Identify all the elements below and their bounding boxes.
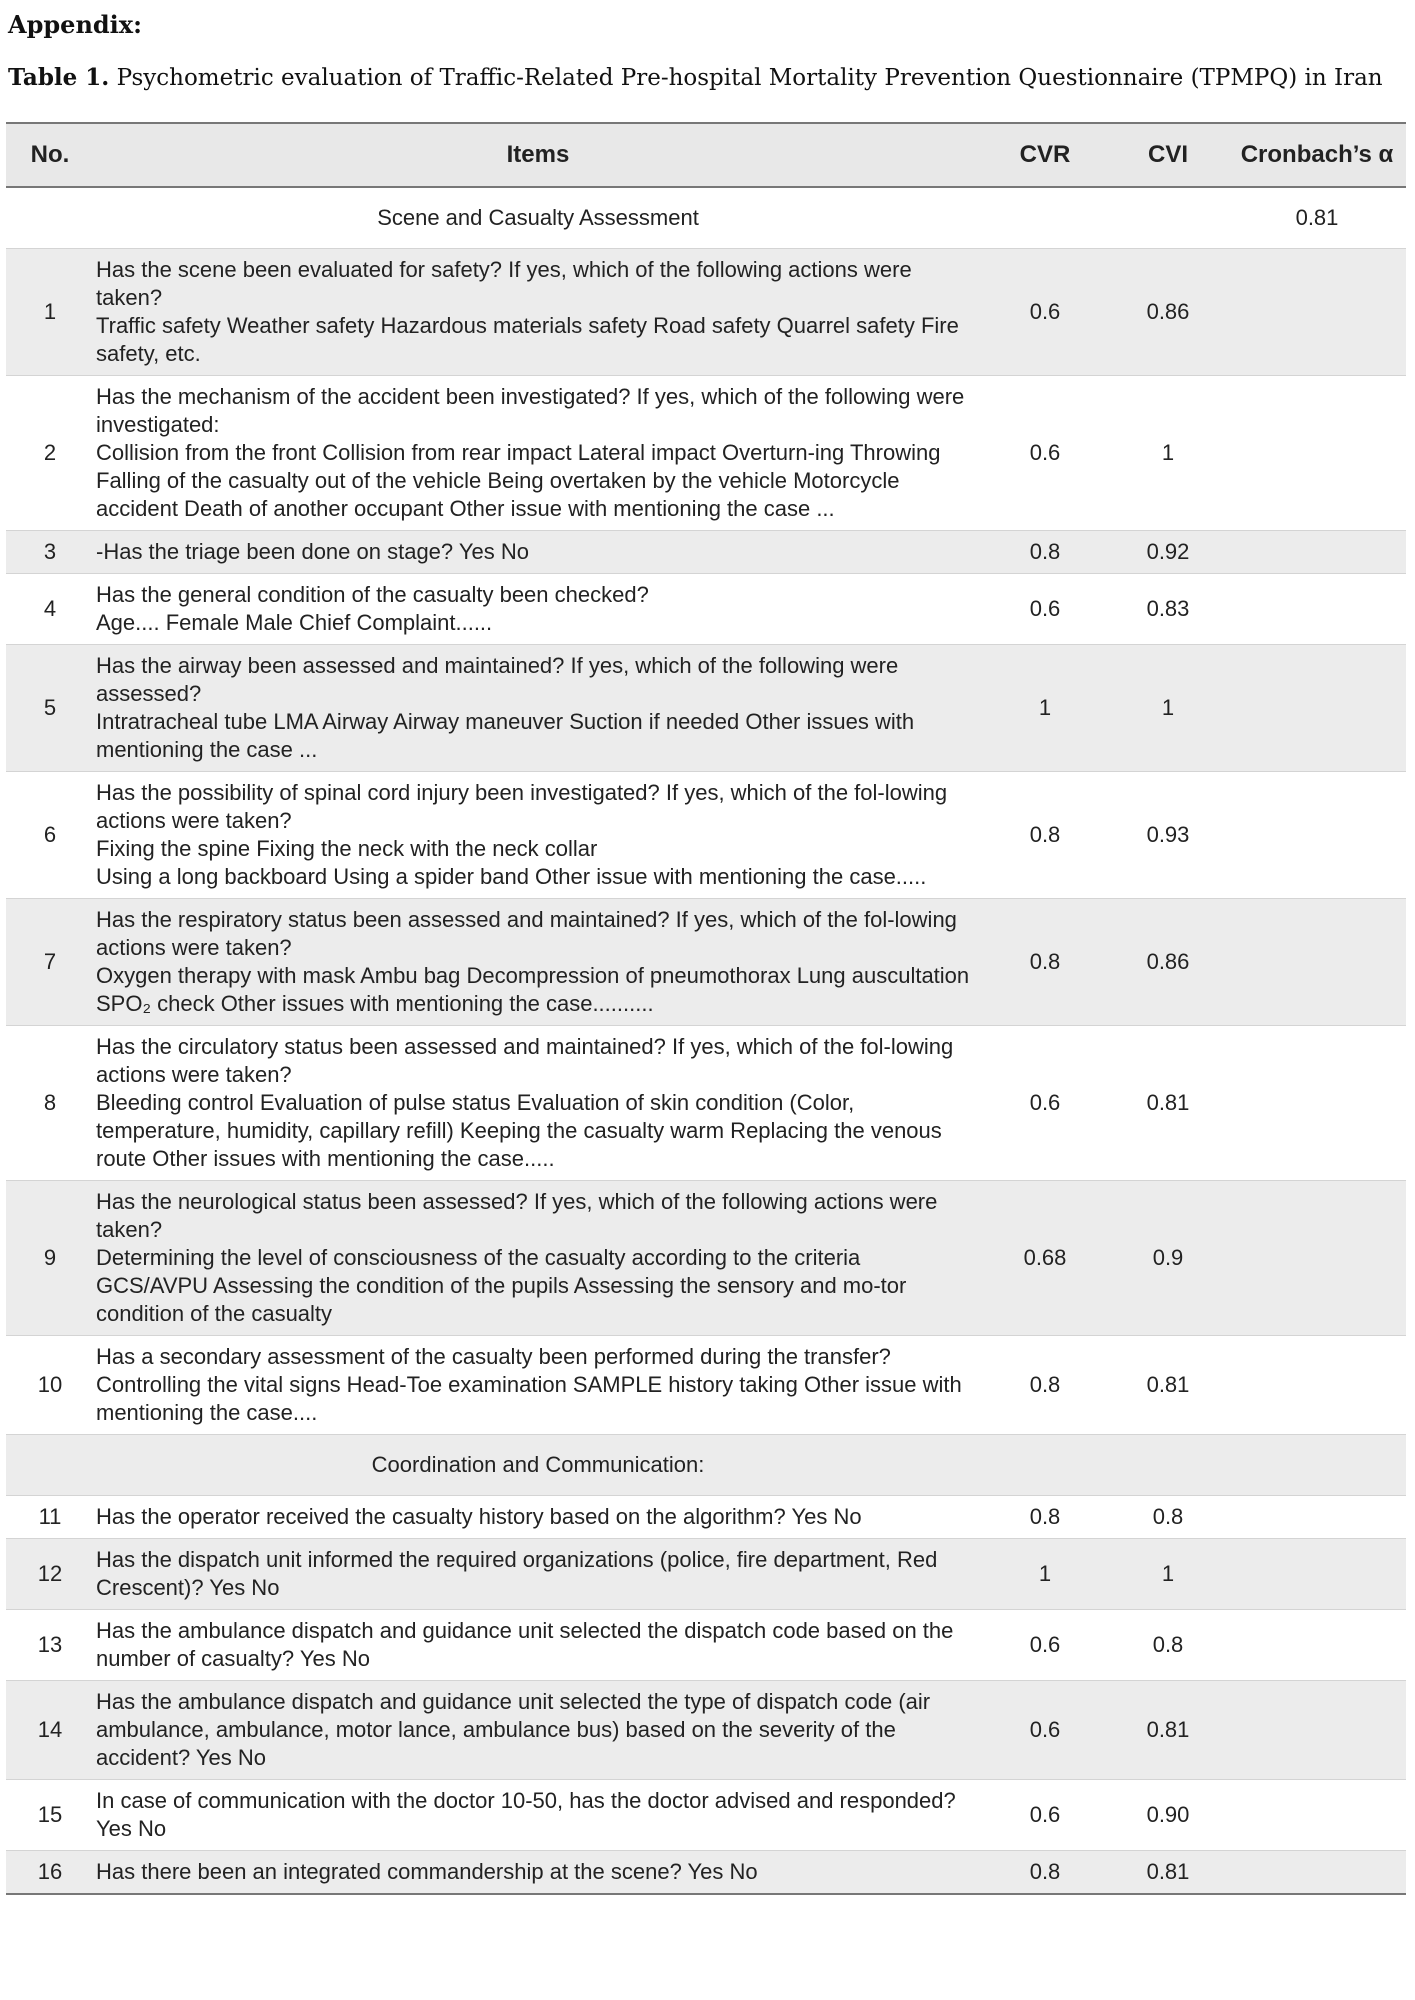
cell-item: Has the dispatch unit informed the required organizations (police, fire department, Red Crescent)? Yes No: [96, 1547, 938, 1600]
cell-cronbach-alpha: [1228, 574, 1406, 645]
table-row: [6, 645, 1406, 772]
section-title: Coordination and Communication:: [371, 1452, 705, 1477]
cell-cvi: 0.8: [1152, 1632, 1184, 1657]
table-row: [6, 772, 1406, 899]
table-caption: [8, 64, 1383, 91]
cell-cvi: 0.86: [1146, 299, 1190, 324]
section-row: [6, 1435, 1406, 1496]
cell-cvr: 0.6: [1029, 299, 1061, 324]
cell-cvi: 0.81: [1146, 1859, 1190, 1884]
cell-no: 4: [43, 596, 57, 621]
table-row: [6, 1539, 1406, 1610]
cell-cronbach-alpha: [1228, 1026, 1406, 1181]
cell-cronbach-alpha: [1228, 1336, 1406, 1435]
cell-no: 1: [43, 299, 57, 324]
cell-no: [6, 1435, 94, 1496]
cell-cvr: 0.6: [1029, 596, 1061, 621]
column-header-cronbach: Cronbach’s α: [1240, 141, 1394, 168]
cell-cronbach-alpha: [1228, 531, 1406, 574]
cell-cronbach-alpha: [1228, 1681, 1406, 1780]
cell-cronbach-alpha: [1228, 1181, 1406, 1336]
cell-cronbach-alpha: [1228, 1435, 1406, 1496]
cell-cronbach-alpha: [1228, 772, 1406, 899]
cell-no: 5: [43, 695, 57, 720]
cell-cronbach-alpha: [1228, 645, 1406, 772]
cell-cvr: 0.6: [1029, 1802, 1061, 1827]
table-row: [6, 1181, 1406, 1336]
cell-item: Has there been an integrated commandership at the scene? Yes No: [96, 1859, 758, 1884]
cell-cronbach-alpha: [1228, 1539, 1406, 1610]
cell-cvr: 1: [1038, 695, 1052, 720]
cell-no: 14: [37, 1717, 63, 1742]
table-row: [6, 574, 1406, 645]
column-header-items: Items: [506, 141, 570, 168]
cell-no: 15: [37, 1802, 63, 1827]
cell-cvr: 0.6: [1029, 440, 1061, 465]
cell-no: 6: [43, 822, 57, 847]
cell-cvr: 0.8: [1029, 822, 1061, 847]
cell-no: 11: [38, 1504, 62, 1529]
table-row: [6, 376, 1406, 531]
table-row: [6, 1026, 1406, 1181]
cell-item: Has a secondary assessment of the casualty been performed during the transfer? Controlling the vital signs Head-Toe examination SAMPLE history taking Other issue with mentioning the case....: [96, 1344, 962, 1425]
cell-cvi: 0.92: [1146, 539, 1190, 564]
table-body: [6, 187, 1406, 1894]
cell-cvi: 1: [1161, 440, 1175, 465]
column-header-cvr: CVR: [1019, 141, 1071, 168]
cell-no: 16: [37, 1859, 63, 1884]
cell-cronbach-alpha: [1228, 1780, 1406, 1851]
table-row: [6, 1336, 1406, 1435]
cell-cvr: 0.68: [1023, 1245, 1067, 1270]
column-header-no: No.: [30, 141, 70, 168]
cell-cvi: 1: [1161, 695, 1175, 720]
table-row: [6, 1610, 1406, 1681]
cell-no: 8: [43, 1090, 57, 1115]
cell-cronbach-alpha: [1228, 1496, 1406, 1539]
cell-cvr: 0.8: [1029, 1372, 1061, 1397]
appendix-heading: Appendix:: [8, 10, 142, 39]
table-row: [6, 1681, 1406, 1780]
cell-no: [6, 187, 94, 249]
table-row: [6, 899, 1406, 1026]
cell-item: Has the ambulance dispatch and guidance unit selected the dispatch code based on the number of casualty? Yes No: [96, 1618, 954, 1671]
cell-cronbach-alpha: 0.81: [1295, 205, 1339, 230]
cell-cvi: [1108, 187, 1228, 249]
cell-cvi: 0.8: [1152, 1504, 1184, 1529]
cell-cvr: 1: [1038, 1561, 1052, 1586]
cell-cronbach-alpha: [1228, 376, 1406, 531]
cell-no: 12: [37, 1561, 63, 1586]
cell-cronbach-alpha: [1228, 899, 1406, 1026]
cell-item: Has the operator received the casualty history based on the algorithm? Yes No: [96, 1504, 862, 1529]
cell-item: Has the airway been assessed and maintained? If yes, which of the following were assessed? Intratracheal tube LMA Airway Airway maneuver Suction if needed Other issues with mentioning the case ...: [96, 653, 915, 762]
table-row: [6, 1851, 1406, 1895]
cell-item: In case of communication with the doctor 10-50, has the doctor advised and responded? Yes No: [96, 1788, 956, 1841]
cell-cronbach-alpha: [1228, 249, 1406, 376]
table-row: [6, 531, 1406, 574]
cell-item: Has the respiratory status been assessed and maintained? If yes, which of the fol-lowing actions were taken? Oxygen therapy with mask Ambu bag Decompression of pneumothorax Lung auscultation SPO₂ check Other issues with mentioning the case..........: [96, 907, 970, 1016]
cell-cvr: 0.8: [1029, 949, 1061, 974]
section-title: Scene and Casualty Assessment: [377, 205, 699, 230]
cell-item: Has the mechanism of the accident been investigated? If yes, which of the following were investigated: Collision from the front Collision from rear impact Lateral impact Overturn-ing Throwing Falling of the casualty out of the vehicle Being overtaken by the vehicle Motorcycle accident Death of another occupant Other issue with mentioning the case ...: [96, 384, 965, 521]
cell-no: 7: [43, 949, 57, 974]
cell-cvi: 0.93: [1146, 822, 1190, 847]
cell-no: 9: [43, 1245, 57, 1270]
table-row: [6, 249, 1406, 376]
cell-cvr: 0.8: [1029, 1859, 1061, 1884]
cell-cvr: [982, 1435, 1108, 1496]
cell-no: 13: [37, 1632, 63, 1657]
cell-cvi: [1108, 1435, 1228, 1496]
cell-cvr: 0.6: [1029, 1632, 1061, 1657]
cell-cronbach-alpha: [1228, 1851, 1406, 1895]
caption-label: Table 1.: [8, 64, 110, 91]
cell-cvi: 0.81: [1146, 1717, 1190, 1742]
cell-item: Has the neurological status been assessed? If yes, which of the following actions were taken? Determining the level of consciousness of the casualty according to the criteria GCS/AVPU Assessing the condition of the pupils Assessing the sensory and mo-tor condition of the casualty: [96, 1189, 938, 1326]
cell-no: 2: [43, 440, 57, 465]
table-row: [6, 1780, 1406, 1851]
cell-cvi: 0.81: [1146, 1090, 1190, 1115]
caption-text: Psychometric evaluation of Traffic-Related Pre-hospital Mortality Prevention Questionnaire (TPMPQ) in Iran: [116, 65, 1383, 91]
cell-cvr: 0.6: [1029, 1090, 1061, 1115]
cell-cvi: 0.83: [1146, 596, 1190, 621]
cell-item: -Has the triage been done on stage? Yes No: [96, 539, 529, 564]
cell-cvi: 0.9: [1152, 1245, 1184, 1270]
cell-cvr: 0.6: [1029, 1717, 1061, 1742]
cell-cvr: 0.8: [1029, 539, 1061, 564]
cell-cronbach-alpha: [1228, 1610, 1406, 1681]
cell-item: Has the circulatory status been assessed and maintained? If yes, which of the fol-lowing actions were taken? Bleeding control Evaluation of pulse status Evaluation of skin condition (Color, temperature, humidity, capillary refill) Keeping the casualty warm Replacing the venous route Other issues with mentioning the case.....: [96, 1034, 954, 1171]
cell-cvi: 1: [1161, 1561, 1175, 1586]
cell-item: Has the possibility of spinal cord injury been investigated? If yes, which of the fol-lowing actions were taken? Fixing the spine Fixing the neck with the neck collar Using a long backboard Using a spider band Other issue with mentioning the case.....: [96, 780, 948, 889]
table-row: [6, 1496, 1406, 1539]
cell-no: 10: [37, 1372, 63, 1397]
section-row: [6, 187, 1406, 249]
column-header-cvi: CVI: [1147, 141, 1188, 168]
cell-item: Has the ambulance dispatch and guidance unit selected the type of dispatch code (air ambulance, ambulance, motor lance, ambulance bus) based on the severity of the accident? Yes No: [96, 1689, 931, 1770]
cell-cvi: 0.90: [1146, 1802, 1190, 1827]
cell-cvr: [982, 187, 1108, 249]
table-header-row: [6, 123, 1406, 187]
psychometric-table: [6, 122, 1406, 1895]
cell-no: 3: [43, 539, 57, 564]
cell-cvi: 0.81: [1146, 1372, 1190, 1397]
cell-cvi: 0.86: [1146, 949, 1190, 974]
cell-cvr: 0.8: [1029, 1504, 1061, 1529]
cell-item: Has the scene been evaluated for safety? If yes, which of the following actions were taken? Traffic safety Weather safety Hazardous materials safety Road safety Quarrel safety Fire safety, etc.: [96, 257, 959, 366]
cell-item: Has the general condition of the casualty been checked? Age.... Female Male Chief Complaint......: [96, 582, 649, 635]
